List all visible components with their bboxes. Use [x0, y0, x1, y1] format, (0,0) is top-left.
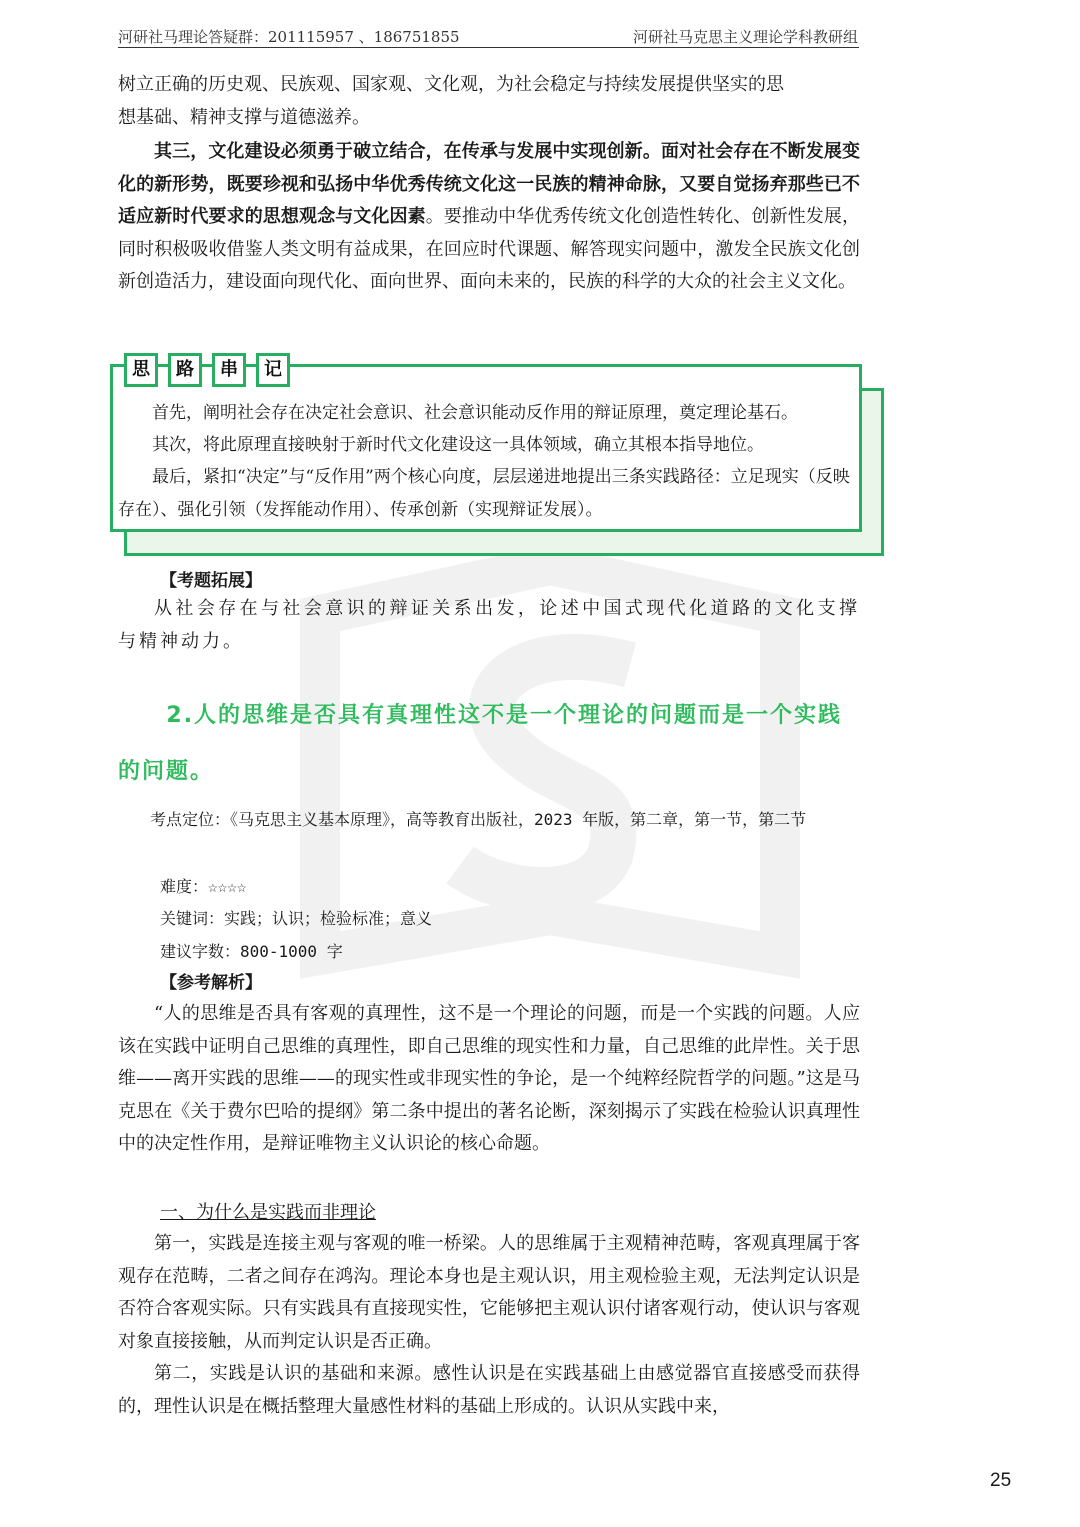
- question-difficulty: 难度：☆☆☆☆: [160, 877, 247, 896]
- question-wordcount: 建议字数：800-1000 字: [160, 942, 343, 961]
- intro-line-2: 想基础、精神支撑与道德滋养。: [118, 107, 370, 128]
- analysis-subheading: 一、为什么是实践而非理论: [160, 1202, 376, 1223]
- summary-line-1: 首先，阐明社会存在决定社会意识、社会意识能动反作用的辩证原理，奠定理论基石。: [152, 403, 798, 423]
- point-three-text: 。要推动中华优秀传统文化创造性转化、创新性发展，同时积极吸收借鉴人类文明有益成果，在回应时代课题、解答现实问题中，激发全民族文化创新创造活力，建设面向现代化、面向世界、面向未来的，民族的科学的大众的社会主义文化。: [118, 206, 861, 292]
- page-number: 25: [990, 1470, 1012, 1491]
- question-position: 考点定位：《马克思主义基本原理》，高等教育出版社，2023 年版，第二章，第一节，第二节: [150, 810, 807, 829]
- summary-tag-2: 路: [168, 353, 202, 387]
- point-three-bold: 其三，文化建设必须勇于破立结合，在传承与发展中实现创新。面对社会存在不断发展变化的新形势，既要珍视和弘扬中华优秀传统文化这一民族的精神命脉，又要自觉扬弃那些已不适应新时代要求的思想观念与文化因素: [118, 141, 860, 227]
- extension-text: 从社会存在与社会意识的辩证关系出发，论述中国式现代化道路的文化支撑与精神动力。: [118, 598, 860, 652]
- summary-tag-4: 记: [256, 353, 290, 387]
- point-three-paragraph: [118, 136, 860, 299]
- summary-tag-3: 串: [212, 353, 246, 387]
- summary-line-2: 其次，将此原理直接映射于新时代文化建设这一具体领域，确立其根本指导地位。: [152, 435, 764, 455]
- intro-line-1: 树立正确的历史观、民族观、国家观、文化观，为社会稳定与持续发展提供坚实的思: [118, 74, 784, 95]
- header-divider: [118, 47, 859, 48]
- extension-label: 【考题拓展】: [160, 571, 262, 591]
- analysis-paragraph-1: 第一，实践是连接主观与客观的唯一桥梁。人的思维属于主观精神范畴，客观真理属于客观存在范畴，二者之间存在鸿沟。理论本身也是主观认识，用主观检验主观，无法判定认识是否符合客观实际。只有实践具有直接现实性，它能够把主观认识付诸客观行动，使认识与客观对象直接接触，从而判定认识是否正确。: [118, 1233, 860, 1352]
- analysis-label: 【参考解析】: [160, 973, 262, 993]
- summary-tag-1: 思: [124, 353, 158, 387]
- analysis-paragraph-2: 第二，实践是认识的基础和来源。感性认识是在实践基础上由感觉器官直接感受而获得的，理性认识是在概括整理大量感性材料的基础上形成的。认识从实践中来，: [118, 1363, 860, 1417]
- summary-line-3: 最后，紧扣“决定”与“反作用”两个核心向度，层层递进地提出三条实践路径：立足现实（反映存在）、强化引领（发挥能动作用）、传承创新（实现辩证发展）。: [118, 467, 850, 520]
- header-left-text: 河研社马理论答疑群：201115957 、186751855: [118, 28, 460, 46]
- question-keywords: 关键词：实践；认识；检验标准；意义: [160, 909, 433, 928]
- question-title: 2.人的思维是否具有真理性这不是一个理论的问题而是一个实践的问题。: [118, 703, 843, 784]
- header-right-text: 河研社马克思主义理论学科教研组: [632, 28, 858, 46]
- analysis-quote-paragraph: “人的思维是否具有客观的真理性，这不是一个理论的问题，而是一个实践的问题。人应该在实践中证明自己思维的真理性，即自己思维的现实性和力量，自己思维的此岸性。关于思维——离开实践的思维——的现实性或非现实性的争论，是一个纯粹经院哲学的问题。”这是马克思在《关于费尔巴哈的提纲》第二条中提出的著名论断，深刻揭示了实践在检验认识真理性中的决定性作用，是辩证唯物主义认识论的核心命题。: [118, 1003, 860, 1154]
